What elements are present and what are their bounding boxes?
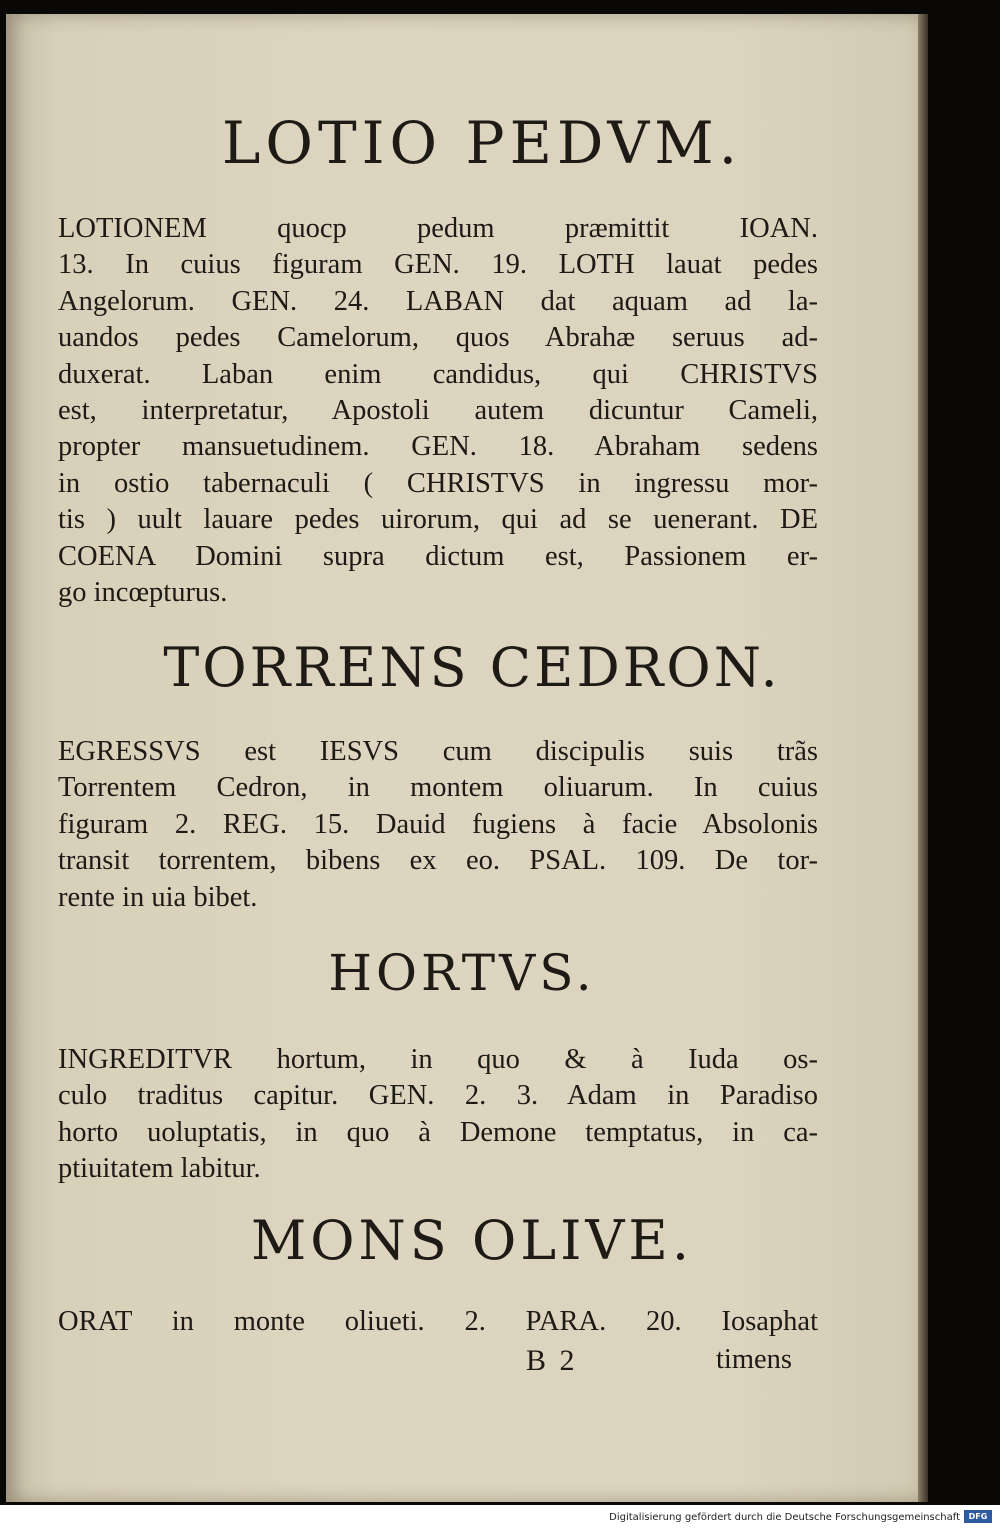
text-line: horto uoluptatis, in quo à Demone temptatus, in ca- [58, 1116, 818, 1148]
paragraph-lotio [58, 211, 818, 611]
text-line: culo traditus capitur. GEN. 2. 3. Adam in Paradiso [58, 1080, 818, 1112]
text-line: ORAT in monte oliueti. 2. PARA. 20. Iosaphat [58, 1306, 818, 1337]
heading-mons-olive: MONS OLIVE. [250, 1209, 693, 1272]
text-line: EGRESSVS est IESVS cum discipulis suis trãs [58, 736, 818, 767]
paragraph-torrens [58, 734, 818, 916]
text-line: est, interpretatur, Apostoli autem dicuntur Cameli, [58, 395, 818, 427]
text-line: tis ) uult lauare pedes uirorum, qui ad se uenerant. DE [58, 504, 818, 536]
heading-hortus: HORTVS. [328, 944, 596, 1002]
text-line: figuram 2. REG. 15. Dauid fugiens à facie Absolonis [58, 808, 818, 840]
text-line: rente in uia bibet. [58, 881, 258, 913]
text-line: uandos pedes Camelorum, quos Abrahæ seruus ad- [58, 322, 818, 354]
book-page [6, 14, 920, 1502]
text-line: in ostio tabernaculi ( CHRISTVS in ingressu mor- [58, 467, 818, 499]
dfg-logo: DFG [964, 1510, 992, 1523]
text-line: Angelorum. GEN. 24. LABAN dat aquam ad la- [58, 285, 818, 317]
catchword: timens [716, 1344, 792, 1375]
paragraph-mons [58, 1304, 818, 1340]
text-line: COENA Domini supra dictum est, Passionem er- [58, 540, 818, 572]
text-line: 13. In cuius figuram GEN. 19. LOTH lauat pedes [58, 249, 818, 281]
heading-lotio-pedum: LOTIO PEDVM. [221, 109, 743, 177]
text-line: LOTIONEM quocp pedum præmittit IOAN. [58, 213, 818, 244]
text-line: propter mansuetudinem. GEN. 18. Abraham sedens [58, 431, 818, 463]
heading-torrens-cedron: TORRENS CEDRON. [163, 636, 781, 699]
text-line: Torrentem Cedron, in montem oliuarum. In cuius [58, 772, 818, 804]
funding-credit: Digitalisierung gefördert durch die Deutsche Forschungsgemeinschaft [609, 1512, 960, 1523]
text-line: transit torrentem, bibens ex eo. PSAL. 109. De tor- [58, 845, 818, 877]
signature-mark: B 2 [526, 1344, 578, 1377]
paragraph-hortus [58, 1042, 818, 1188]
page-edge [918, 14, 928, 1502]
text-line: ptiuitatem labitur. [58, 1153, 261, 1185]
text-line: INGREDITVR hortum, in quo & à Iuda os- [58, 1044, 818, 1075]
text-line: go incœpturus. [58, 577, 228, 609]
text-line: duxerat. Laban enim candidus, qui CHRISTVS [58, 358, 818, 390]
